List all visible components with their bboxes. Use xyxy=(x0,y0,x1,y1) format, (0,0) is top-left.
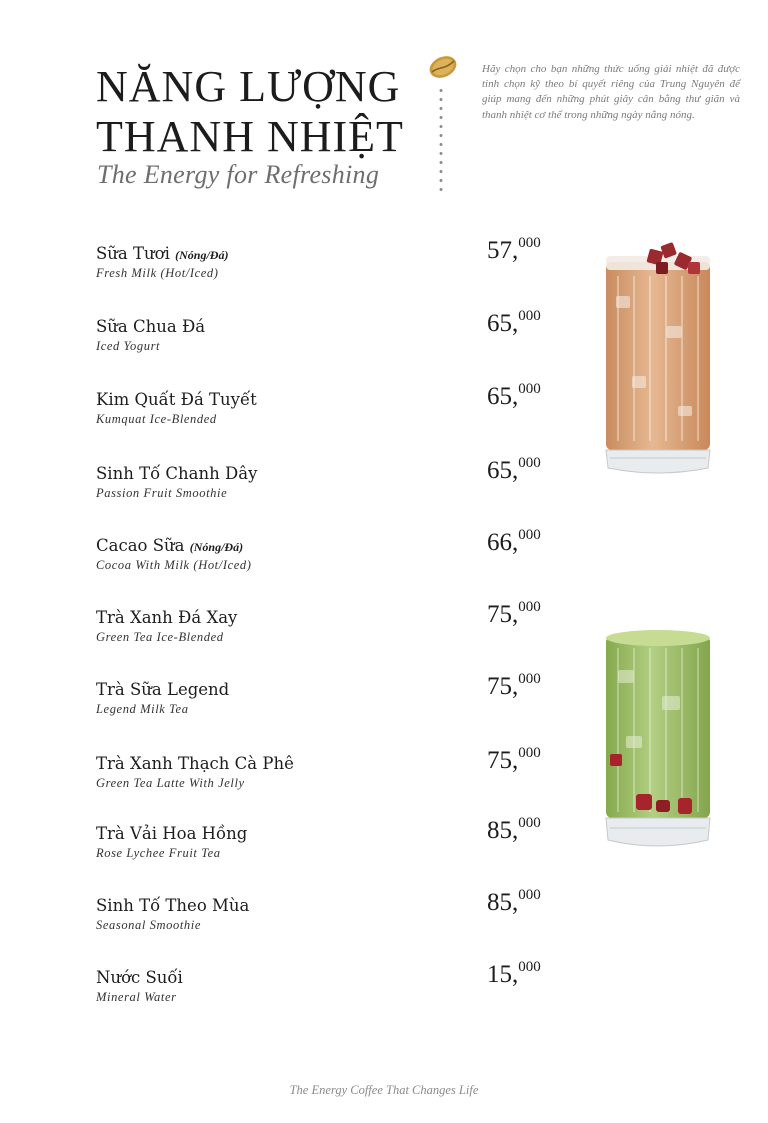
iced-milk-drink-image xyxy=(596,236,720,478)
title-line-1: NĂNG LƯỢNG xyxy=(96,62,401,111)
price-main: 66, xyxy=(487,529,519,556)
price-main: 65, xyxy=(487,310,519,337)
menu-item xyxy=(96,887,556,948)
price-sup: 000 xyxy=(518,308,541,324)
price-sup: 000 xyxy=(518,671,541,687)
item-name-text: Trà Xanh Đá Xay xyxy=(96,608,238,627)
price-main: 85, xyxy=(487,817,519,844)
price-sup: 000 xyxy=(518,745,541,761)
item-price xyxy=(487,383,541,411)
green-tea-drink-image xyxy=(596,626,720,858)
item-name xyxy=(96,317,205,336)
page-title xyxy=(96,62,404,162)
item-name xyxy=(96,608,237,627)
item-english-name: Green Tea Latte With Jelly xyxy=(96,776,245,790)
coffee-bean-icon xyxy=(427,52,459,82)
item-english-name: Iced Yogurt xyxy=(96,339,161,353)
price-main: 57, xyxy=(487,237,519,264)
item-english-name: Mineral Water xyxy=(96,990,177,1004)
price-sup: 000 xyxy=(518,527,541,543)
menu-item xyxy=(96,381,556,442)
price-main: 65, xyxy=(487,383,519,410)
item-price xyxy=(487,601,541,629)
price-main: 75, xyxy=(487,747,519,774)
item-name xyxy=(96,464,257,483)
price-main: 75, xyxy=(487,673,519,700)
item-price xyxy=(487,817,541,845)
price-main: 15, xyxy=(487,961,519,988)
item-name xyxy=(96,536,243,555)
item-name xyxy=(96,390,257,409)
price-sup: 000 xyxy=(518,599,541,615)
item-name xyxy=(96,968,183,987)
item-name xyxy=(96,244,228,263)
item-name-text: Trà Sữa Legend xyxy=(96,680,230,699)
price-sup: 000 xyxy=(518,455,541,471)
menu-item xyxy=(96,308,556,369)
item-english-name: Kumquat Ice-Blended xyxy=(96,412,217,426)
menu-item xyxy=(96,815,556,876)
title-line-2: THANH NHIỆT xyxy=(96,112,404,161)
item-note: (Nóng/Đá) xyxy=(175,248,229,262)
item-english-name: Cocoa With Milk (Hot/Iced) xyxy=(96,558,252,572)
menu-item xyxy=(96,745,556,806)
intro-text: Hãy chọn cho bạn những thức uống giải nhiệt đã được tinh chọn kỹ theo bí quyết riêng của Trung Nguyên để giúp mang đến những phút giây cân bằng thư giãn và thanh nhiệt cơ thể trong những ngày nắng nóng. xyxy=(482,63,740,121)
footer-tagline: The Energy Coffee That Changes Life xyxy=(289,1083,479,1097)
item-price xyxy=(487,747,541,775)
item-name xyxy=(96,754,294,773)
price-sup: 000 xyxy=(518,959,541,975)
item-price xyxy=(487,310,541,338)
item-name-text: Kim Quất Đá Tuyết xyxy=(96,390,257,409)
item-english-name: Green Tea Ice-Blended xyxy=(96,630,224,644)
item-name xyxy=(96,896,249,915)
menu-item xyxy=(96,455,556,516)
item-price xyxy=(487,889,541,917)
menu-item xyxy=(96,527,556,588)
item-english-name: Legend Milk Tea xyxy=(96,702,189,716)
item-name-text: Sinh Tố Chanh Dây xyxy=(96,464,258,483)
menu-item xyxy=(96,671,556,732)
price-sup: 000 xyxy=(518,815,541,831)
price-sup: 000 xyxy=(518,381,541,397)
dotted-divider xyxy=(439,86,443,192)
price-main: 85, xyxy=(487,889,519,916)
page-subtitle: The Energy for Refreshing xyxy=(97,160,380,189)
menu-item xyxy=(96,599,556,660)
item-english-name: Rose Lychee Fruit Tea xyxy=(96,846,221,860)
item-price xyxy=(487,673,541,701)
price-main: 65, xyxy=(487,457,519,484)
item-name-text: Sữa Tươi xyxy=(96,244,170,263)
item-name-text: Sinh Tố Theo Mùa xyxy=(96,896,250,915)
item-name-text: Nước Suối xyxy=(96,968,183,987)
item-price xyxy=(487,961,541,989)
item-price xyxy=(487,457,541,485)
item-english-name: Passion Fruit Smoothie xyxy=(96,486,228,500)
item-english-name: Fresh Milk (Hot/Iced) xyxy=(96,266,219,280)
item-name-text: Trà Xanh Thạch Cà Phê xyxy=(96,754,294,773)
menu-item xyxy=(96,959,556,1020)
price-sup: 000 xyxy=(518,235,541,251)
price-main: 75, xyxy=(487,601,519,628)
item-name-text: Sữa Chua Đá xyxy=(96,317,206,336)
item-name xyxy=(96,680,229,699)
item-name-text: Trà Vải Hoa Hồng xyxy=(96,824,248,843)
item-price xyxy=(487,237,541,265)
item-note: (Nóng/Đá) xyxy=(189,540,244,554)
price-sup: 000 xyxy=(518,887,541,903)
item-english-name: Seasonal Smoothie xyxy=(96,918,201,932)
item-name xyxy=(96,824,247,843)
menu-item xyxy=(96,235,556,296)
item-name-text: Cacao Sữa xyxy=(96,536,185,555)
item-price xyxy=(487,529,541,557)
